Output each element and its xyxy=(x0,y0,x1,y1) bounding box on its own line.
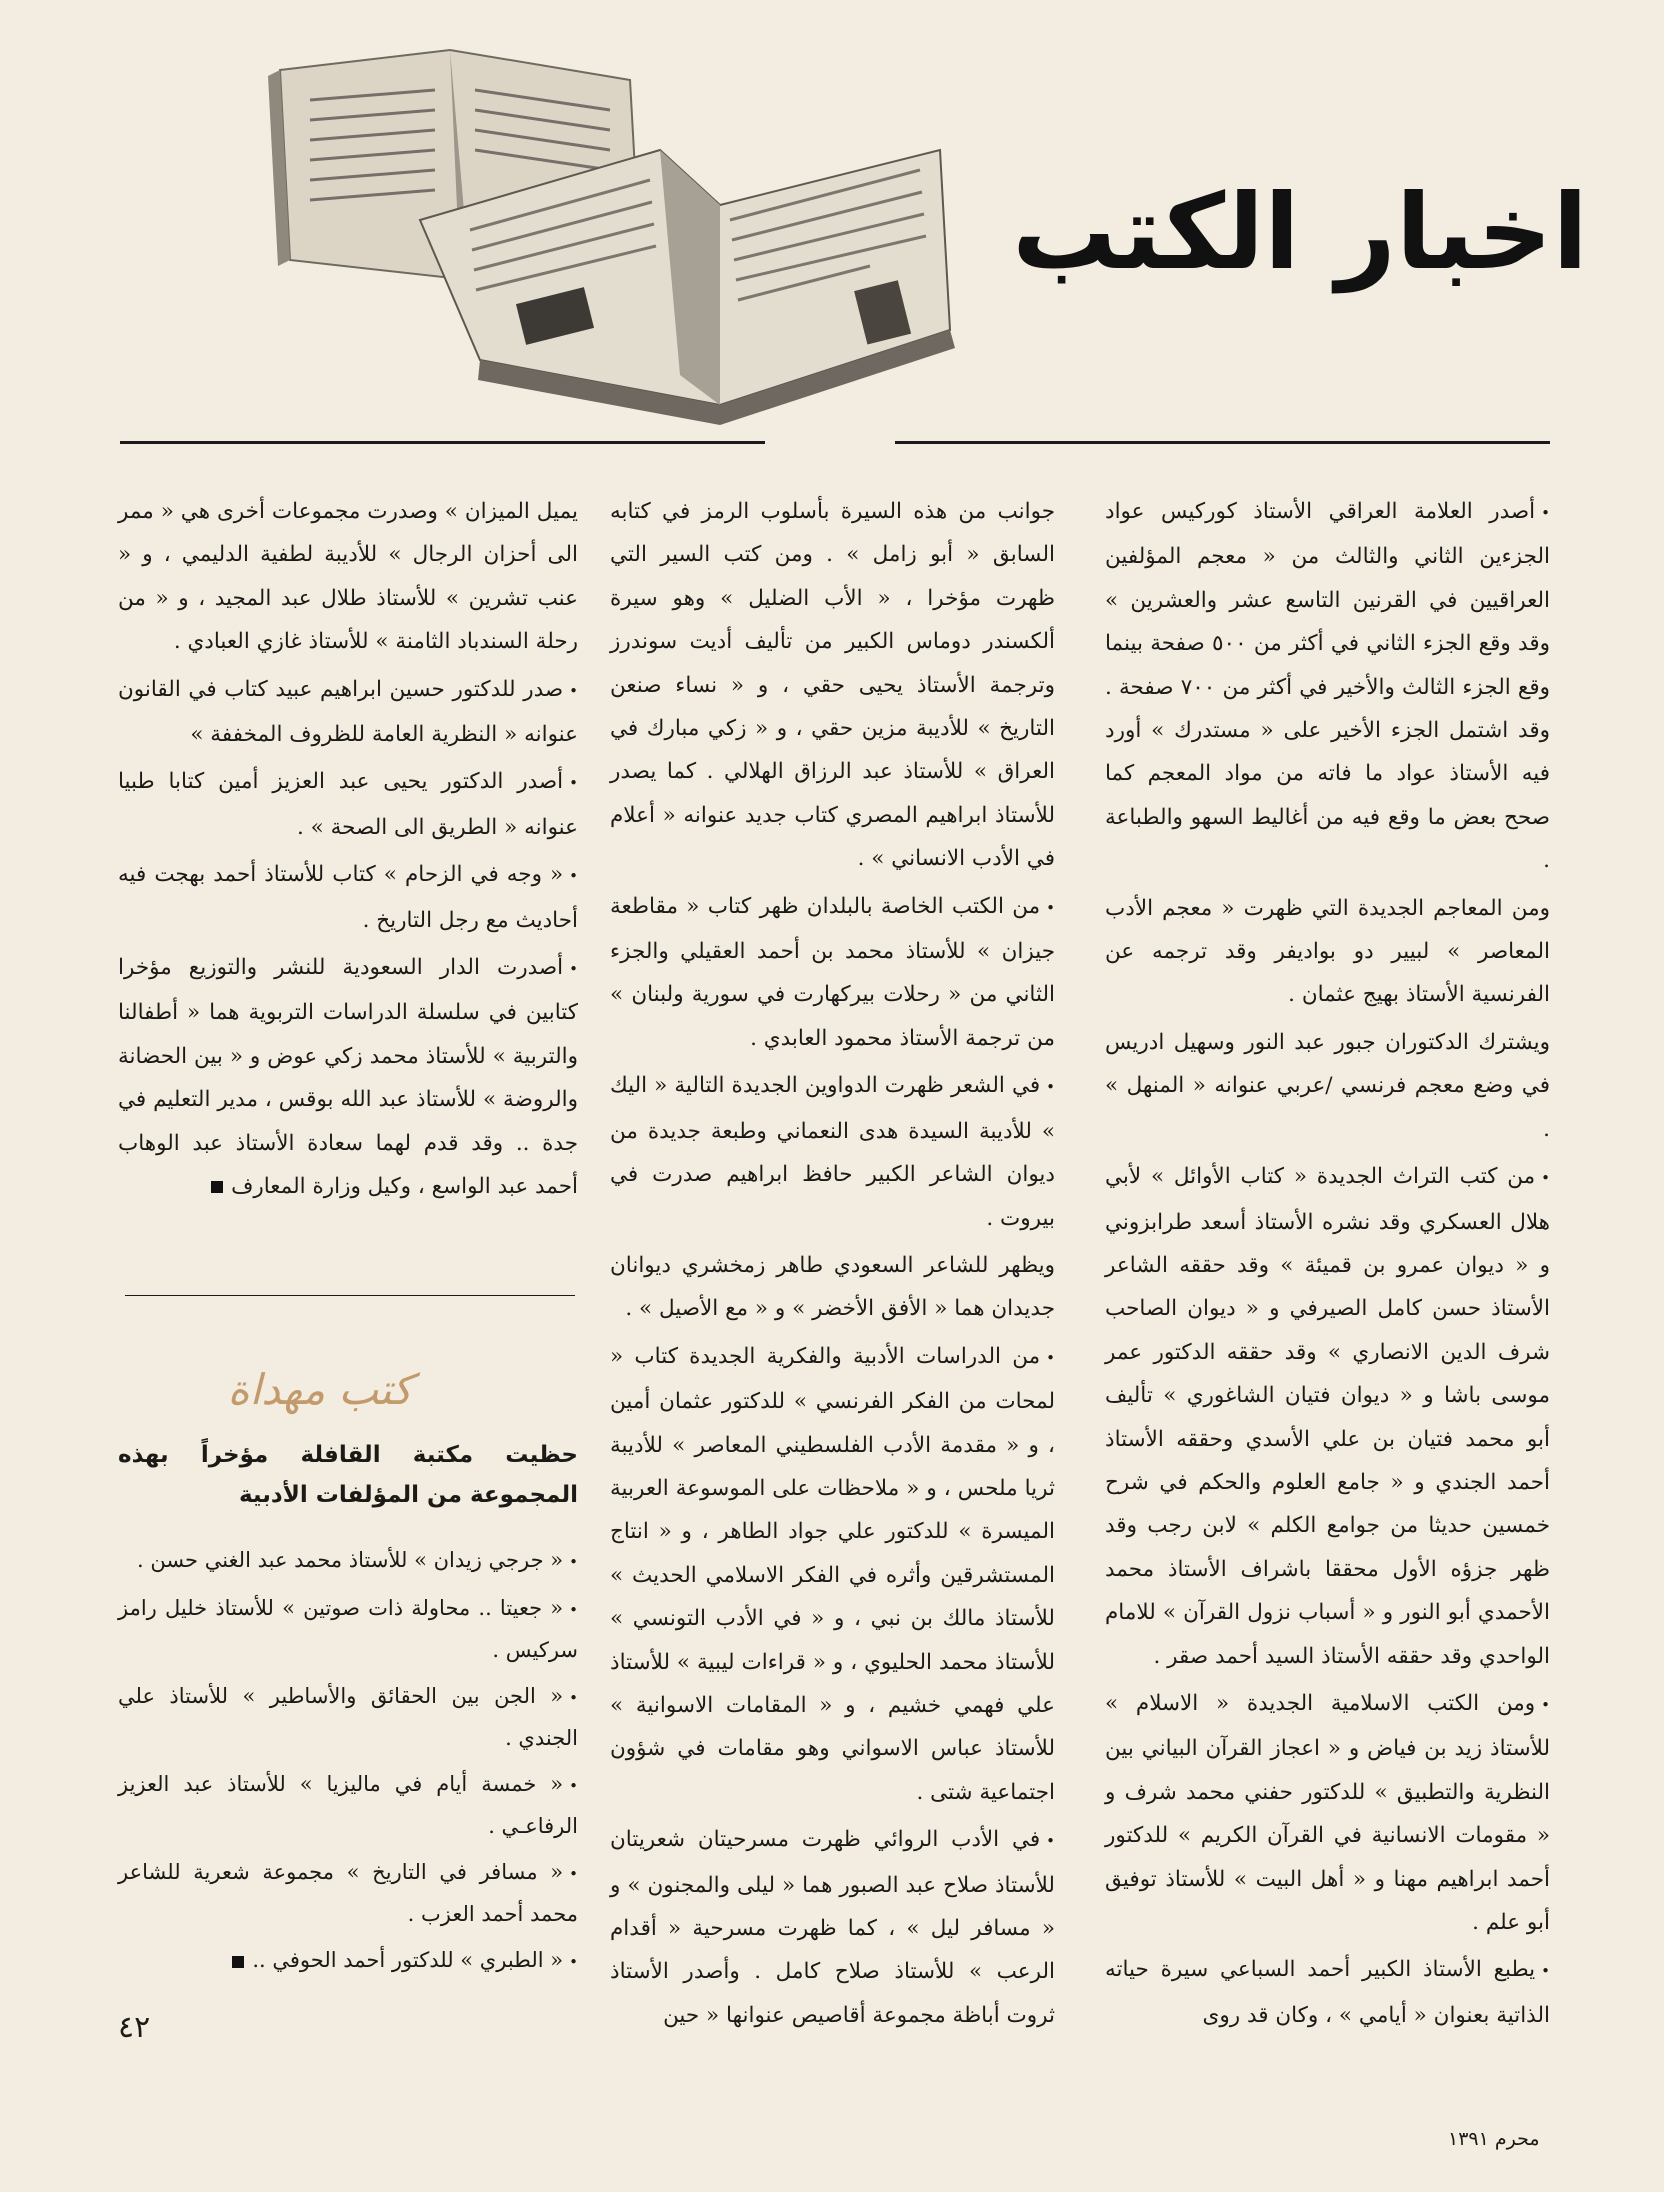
news-item: •أصدر العلامة العراقي الأستاذ كوركيس عواد الجزءين الثاني والثالث من « معجم المؤلفين العراقيين في القرنين التاسع عشر والعشرين » وقد وقع الجزء الثاني في أكثر من ٥٠٠ صفحة بينما وقع الجزء الثالث والأخير في أكثر من ٧٠٠ صفحة . وقد اشتمل الجزء الأخير على « مستدرك » أورد فيه الأستاذ عواد ما فاته من مواد المعجم كما صحح بعض ما وقع فيه من أغاليط السهو والطباعة . xyxy=(1105,499,1550,874)
section-title: اخبار الكتب xyxy=(1012,171,1588,293)
news-item: •أصدرت الدار السعودية للنشر والتوزيع مؤخرا كتابين في سلسلة الدراسات التربوية هما « أطفالنا والتربية » للأستاذ محمد زكي عوض و « بين الحضانة والروضة » للأستاذ عبد الله بوقس ، مدير التعليم في جدة .. وقد قدم لهما سعادة الأستاذ عبد الوهاب أحمد عبد الواسع ، وكيل وزارة المعارف xyxy=(118,955,578,1200)
news-item: •صدر للدكتور حسين ابراهيم عبيد كتاب في القانون عنوانه « النظرية العامة للظروف المخففة » xyxy=(118,676,578,748)
news-item: •في الشعر ظهرت الدواوين الجديدة التالية « اليك » للأديبة السيدة هدى النعماني وطبعة جديدة من ديوان الشاعر الكبير حافظ ابراهيم صدرت في بيروت . xyxy=(610,1073,1055,1231)
news-item: •يطبع الأستاذ الكبير أحمد السباعي سيرة حياته الذاتية بعنوان « أيامي » ، وكان قد روى xyxy=(1105,1957,1550,2028)
column-middle xyxy=(610,490,1055,2041)
news-item: •من الدراسات الأدبية والفكرية الجديدة كتاب « لمحات من الفكر الفرنسي » للدكتور عثمان أمين ، و « مقدمة الأدب الفلسطيني المعاصر » للأديبة ثريا ملحس ، و « ملاحظات على الموسوعة العربية الميسرة » للدكتور علي جواد الطاهر ، و « انتاج المستشرقين وأثره في الفكر الاسلامي الحديث » للأستاذ مالك بن نبي ، و « في الأدب التونسي » للأستاذ محمد الحليوي ، و « قراءات ليبية » للأستاذ علي فهمي خشيم ، و « المقامات الاسوانية » للأستاذ عباس الاسواني وهو مقامات في شؤون اجتماعية شتى . xyxy=(610,1343,1055,1805)
news-item: ويشترك الدكتوران جبور عبد النور وسهيل ادريس في وضع معجم فرنسي /عربي عنوانه « المنهل » . xyxy=(1105,1029,1550,1142)
list-item: •« الطبري » للدكتور أحمد الحوفي .. xyxy=(118,1940,578,1982)
list-item: •« خمسة أيام في ماليزيا » للأستاذ عبد العزيز الرفاعـي . xyxy=(118,1772,578,1838)
news-item: جوانب من هذه السيرة بأسلوب الرمز في كتابه السابق « أبو زامل » . ومن كتب السير التي ظهرت مؤخرا ، « الأب الضليل » وهو سيرة ألكسندر دوماس الكبير من تأليف أديت سوندرز وترجمة الأستاذ يحيى حقي ، و « نساء صنعن التاريخ » للأديبة مزين حقي ، و « زكي مبارك في العراق » للأستاذ عبد الرزاق الهلالي . كما يصدر للأستاذ ابراهيم المصري كتاب جديد عنوانه « أعلام في الأدب الانساني » . xyxy=(610,499,1055,872)
news-item: •ومن الكتب الاسلامية الجديدة « الاسلام » للأستاذ زيد بن فياض و « اعجاز القرآن البياني بين النظرية والتطبيق » للدكتور حفني محمد شرف و « مقومات الانسانية في القرآن الكريم » للدكتور أحمد ابراهيم مهنا و « أهل البيت » للأستاذ توفيق أبو علم . xyxy=(1105,1690,1550,1935)
news-item: ويظهر للشاعر السعودي طاهر زمخشري ديوانان جديدان هما « الأفق الأخضر » و « مع الأصيل » . xyxy=(610,1252,1055,1322)
end-mark xyxy=(232,1956,244,1968)
header-rule-left xyxy=(120,441,765,444)
gifts-intro: حظيت مكتبة القافلة مؤخراً بهذه المجموعة من المؤلفات الأدبية xyxy=(118,1442,578,1508)
page-number: ٤٢ xyxy=(118,2010,151,2045)
column-left xyxy=(118,490,578,1213)
issue-date: محرم ١٣٩١ xyxy=(1448,2128,1540,2150)
gifts-section-title: كتب مهداة xyxy=(227,1365,413,1414)
news-item: •أصدر الدكتور يحيى عبد العزيز أمين كتابا طبيا عنوانه « الطريق الى الصحة » . xyxy=(118,769,578,840)
list-item: •« جعيتا .. محاولة ذات صوتين » للأستاذ خليل رامز سركيس . xyxy=(118,1596,578,1662)
list-item: •« جرجي زيدان » للأستاذ محمد عبد الغني حسن . xyxy=(136,1548,578,1572)
gifts-list xyxy=(118,1540,578,1988)
news-item: •« وجه في الزحام » كتاب للأستاذ أحمد بهجت فيه أحاديث مع رجل التاريخ . xyxy=(118,862,578,933)
news-item: •من كتب التراث الجديدة « كتاب الأوائل » لأبي هلال العسكري وقد نشره الأستاذ أسعد طرابزوني و « ديوان عمرو بن قميئة » وقد حققه الشاعر الأستاذ حسن كامل الصيرفي و « ديوان الصاحب شرف الدين الانصاري » وقد حققه الدكتور عمر موسى باشا و « ديوان فتيان الشاغوري » تأليف أبو محمد فتيان بن علي الأسدي وحققه الأستاذ أحمد الجندي و « جامع العلوم والحكم في شرح خمسين حديثا من جوامع الكلم » لابن رجب وقد ظهر جزؤه الأول محققا باشراف الأستاذ محمد الأحمدي أبو النور و « أسباب نزول القرآن » للامام الواحدي وقد حققه الأستاذ السيد أحمد صقر . xyxy=(1105,1164,1550,1669)
end-mark xyxy=(211,1181,223,1193)
header-rule-right xyxy=(895,441,1550,444)
column-right xyxy=(1105,490,1550,2041)
open-books-photo xyxy=(250,30,970,440)
list-item: •« الجن بين الحقائق والأساطير » للأستاذ علي الجندي . xyxy=(118,1684,578,1750)
news-item: •من الكتب الخاصة بالبلدان ظهر كتاب « مقاطعة جيزان » للأستاذ محمد بن أحمد العقيلي والجزء الثاني من « رحلات بيركهارت في سورية ولبنان » من ترجمة الأستاذ محمود العابدي . xyxy=(610,893,1055,1051)
news-item: يميل الميزان » وصدرت مجموعات أخرى هي « ممر الى أحزان الرجال » للأديبة لطفية الدليمي ، و « عنب تشرين » للأستاذ طلال عبد المجيد ، و « من رحلة السندباد الثامنة » للأستاذ غازي العبادي . xyxy=(118,499,578,655)
news-item: ومن المعاجم الجديدة التي ظهرت « معجم الأدب المعاصر » لبيير دو بواديفر وقد ترجمه عن الفرنسية الأستاذ بهيج عثمان . xyxy=(1105,895,1550,1008)
list-item: •« مسافر في التاريخ » مجموعة شعرية للشاعر محمد أحمد العزب . xyxy=(118,1860,578,1926)
gifts-rule xyxy=(125,1295,575,1296)
news-item: •في الأدب الروائي ظهرت مسرحيتان شعريتان للأستاذ صلاح عبد الصبور هما « ليلى والمجنون » و « مسافر ليل » ، كما ظهرت مسرحية « أقدام الرعب » للأستاذ صلاح كامل . وأصدر الأستاذ ثروت أباظة مجموعة أقاصيص عنوانها « حين xyxy=(610,1827,1055,2028)
